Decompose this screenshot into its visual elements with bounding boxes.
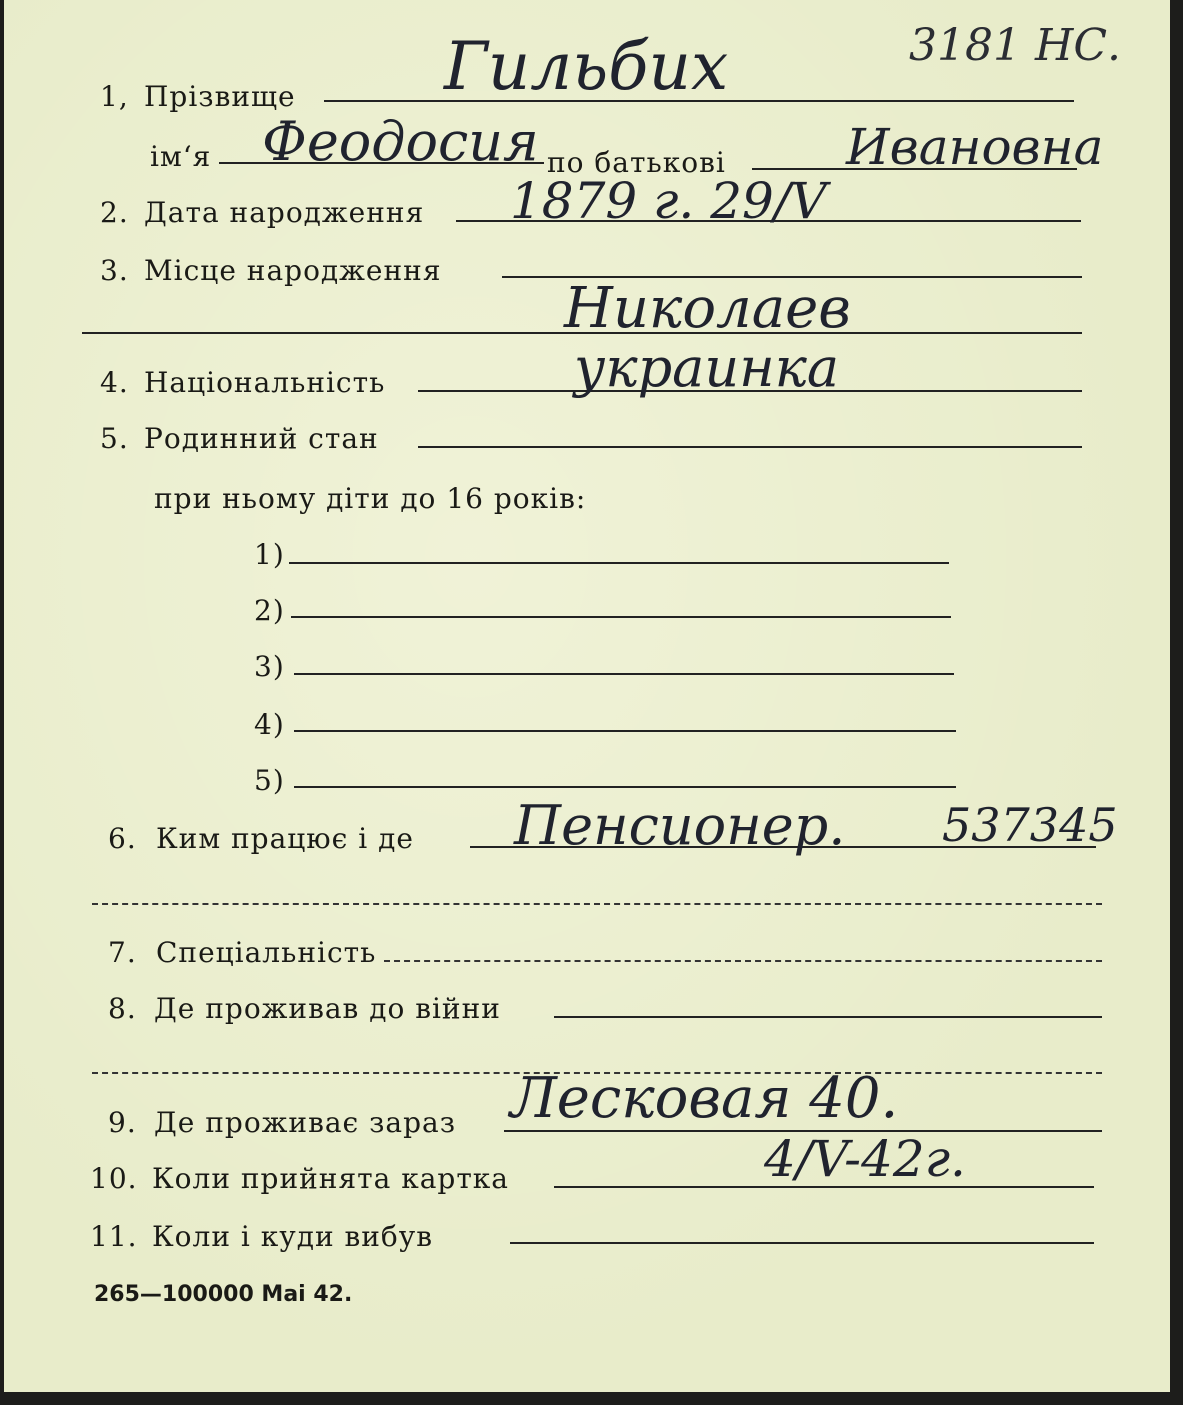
field-6-number: 6. — [108, 822, 137, 855]
nationality-value: украинка — [574, 336, 840, 399]
card-date-label: Коли прийнята картка — [152, 1162, 509, 1195]
first-name-label: ім‘я — [150, 140, 212, 173]
birth-place-label: Місце народження — [144, 254, 442, 287]
field-5-number: 5. — [100, 422, 129, 455]
field-3-number: 3. — [100, 254, 129, 287]
child-line-3 — [294, 673, 954, 675]
nationality-label: Національність — [144, 366, 386, 399]
departure-line — [510, 1242, 1094, 1244]
occupation-value: Пенсионер. — [514, 794, 846, 857]
first-name-value: Феодосия — [262, 110, 539, 173]
marital-status-label: Родинний стан — [144, 422, 379, 455]
prewar-address-line — [554, 1016, 1102, 1018]
corner-note: 3181 НС. — [909, 20, 1121, 71]
child-slot-5: 5) — [254, 764, 285, 797]
field-8-number: 8. — [108, 992, 137, 1025]
current-address-label: Де проживає зараз — [154, 1106, 456, 1139]
occupation-line-2 — [92, 903, 1102, 905]
field-2-number: 2. — [100, 196, 129, 229]
field-1-number: 1, — [100, 80, 129, 113]
child-line-5 — [294, 786, 956, 788]
occupation-label: Ким працює і де — [156, 822, 414, 855]
card-date-value: 4/V-42г. — [764, 1130, 966, 1188]
patronymic-label: по батькові — [547, 146, 726, 179]
field-10-number: 10. — [90, 1162, 138, 1195]
birth-date-value: 1879 г. 29/V — [510, 172, 827, 230]
current-address-value: Лесковая 40. — [510, 1066, 899, 1131]
field-1-surname-label: Прізвище — [144, 80, 296, 113]
child-line-1 — [289, 562, 949, 564]
specialty-line — [384, 960, 1102, 962]
child-line-2 — [291, 616, 951, 618]
birth-place-value: Николаев — [564, 276, 851, 341]
patronymic-value: Ивановна — [846, 118, 1104, 176]
child-line-4 — [294, 730, 956, 732]
prewar-address-label: Де проживав до війни — [154, 992, 501, 1025]
field-4-number: 4. — [100, 366, 129, 399]
child-slot-2: 2) — [254, 594, 285, 627]
number-value: 537345 — [942, 798, 1118, 852]
departure-label: Коли і куди вибув — [152, 1220, 434, 1253]
field-7-number: 7. — [108, 936, 137, 969]
registration-card — [4, 0, 1170, 1392]
specialty-label: Спеціальність — [156, 936, 377, 969]
field-9-number: 9. — [108, 1106, 137, 1139]
child-slot-3: 3) — [254, 650, 285, 683]
child-slot-4: 4) — [254, 708, 285, 741]
marital-status-line — [418, 446, 1082, 448]
child-slot-1: 1) — [254, 538, 285, 571]
surname-value: Гильбих — [444, 28, 729, 105]
birth-date-label: Дата народження — [144, 196, 425, 229]
children-label: при ньому діти до 16 років: — [154, 482, 587, 515]
field-11-number: 11. — [90, 1220, 138, 1253]
print-run-footer: 265—100000 Mai 42. — [94, 1282, 353, 1307]
